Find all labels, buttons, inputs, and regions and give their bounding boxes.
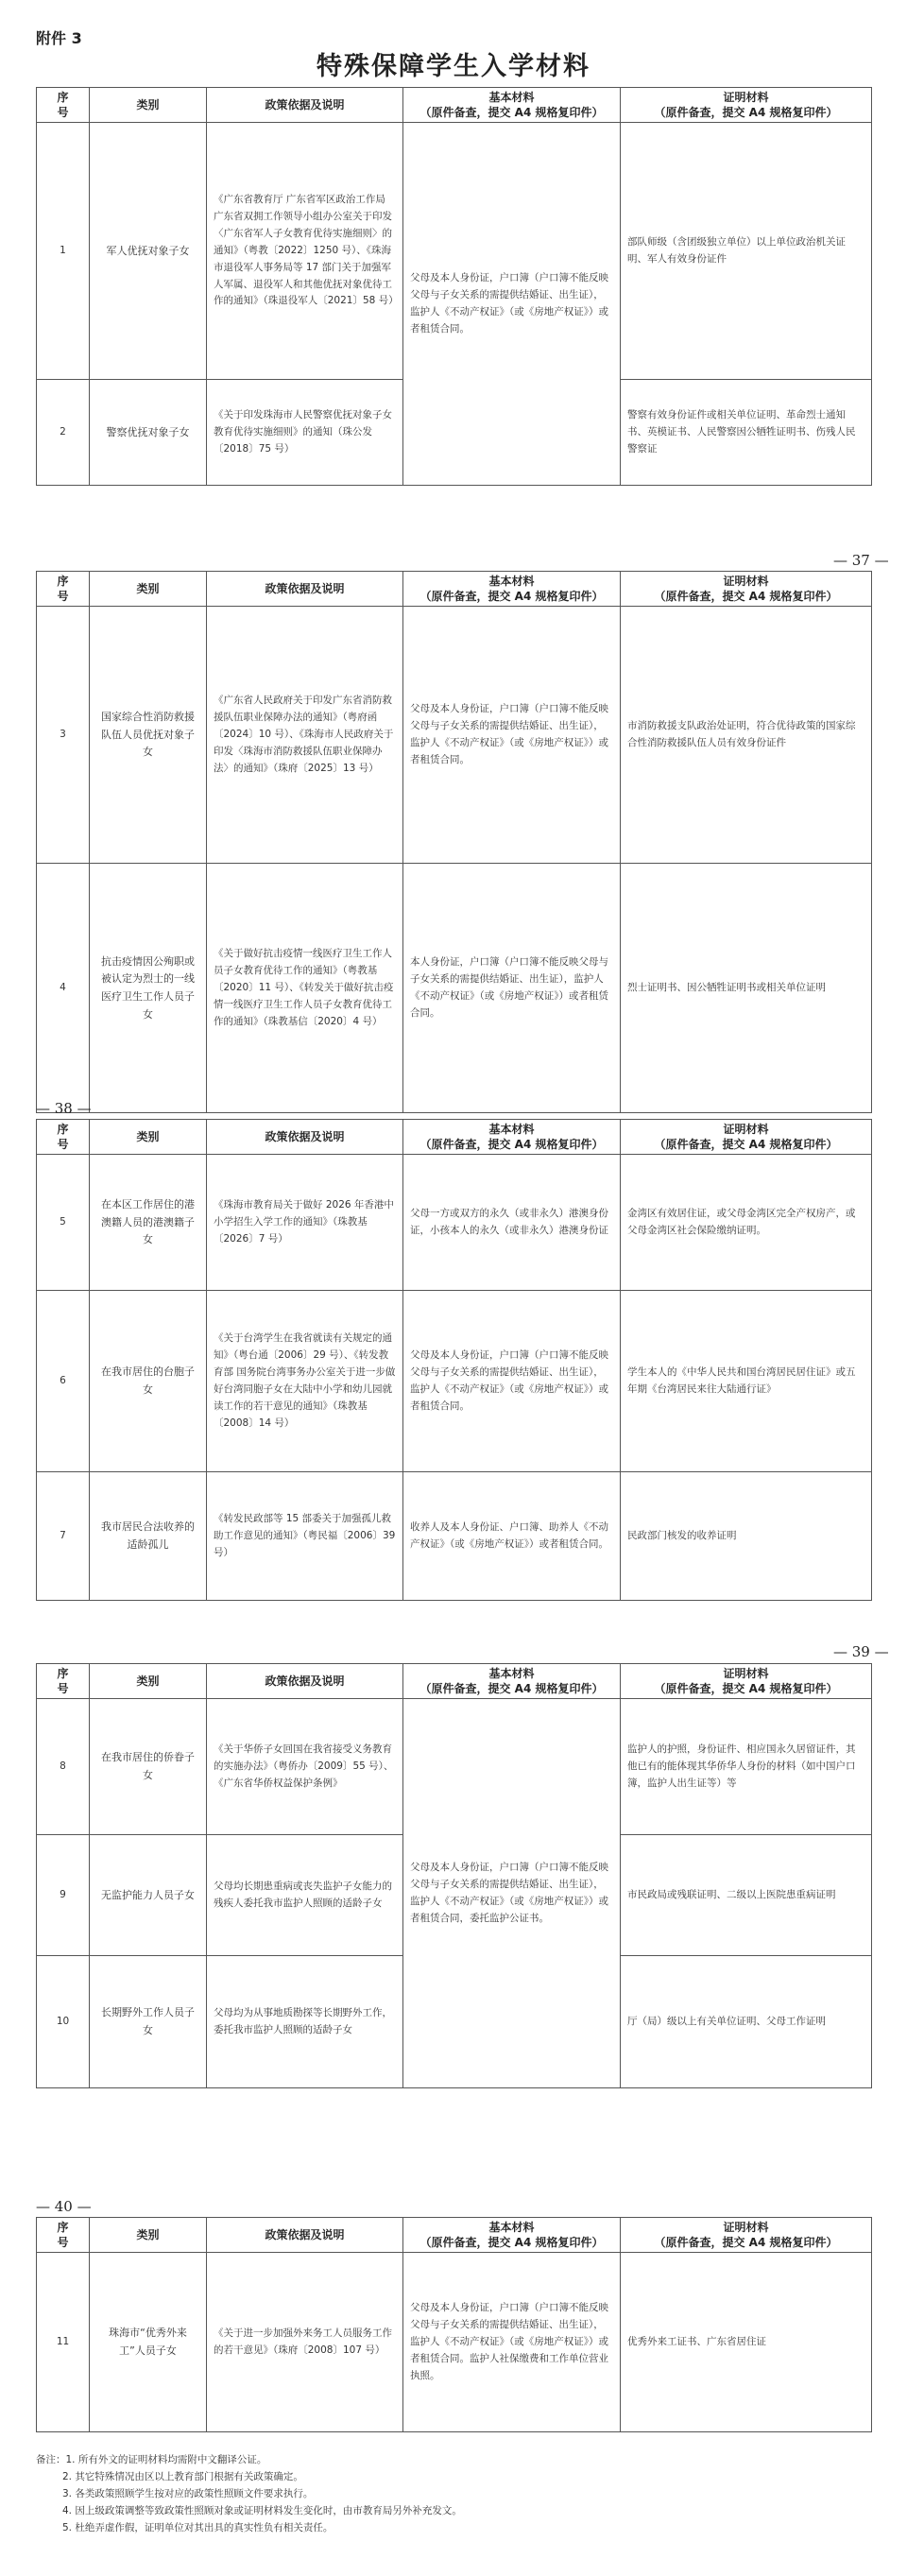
row-category: 珠海市“优秀外来工”人员子女: [90, 2253, 207, 2432]
col-header-no-line: 号: [57, 590, 69, 604]
row-category: 抗击疫情因公殉职或被认定为烈士的一线医疗卫生工作人员子女: [90, 864, 207, 1113]
col-header-category: 类别: [90, 2218, 207, 2253]
col-header-no-line: 序: [57, 2221, 69, 2234]
col-header-basic-title: 基本材料: [488, 2221, 535, 2234]
table-row: [37, 1699, 872, 1835]
col-header-proof-note: （原件备查，提交 A4 规格复印件）: [654, 2236, 838, 2250]
row-category: 在本区工作居住的港澳籍人员的港澳籍子女: [90, 1155, 207, 1291]
col-header-basic-title: 基本材料: [488, 1123, 535, 1136]
col-header-proof-note: （原件备查，提交 A4 规格复印件）: [654, 590, 838, 604]
row-number: 10: [37, 1956, 90, 2088]
header-row: [37, 1120, 872, 1155]
row-policy: 《转发民政部等 15 部委关于加强孤儿救助工作意见的通知》（粤民福〔2006〕39 号）: [207, 1472, 403, 1601]
row-basic-materials: 父母及本人身份证，户口簿（户口簿不能反映父母与子女关系的需提供结婚证、出生证），监护人《不动产权证》（或《房地产权证》）或者租赁合同。监护人社保缴费和工作单位营业执照。: [403, 2253, 621, 2432]
col-header-no-line: 号: [57, 1138, 69, 1152]
col-header-proof: [621, 572, 872, 607]
col-header-category: 类别: [90, 1664, 207, 1699]
row-basic-materials: 收养人及本人身份证、户口簿、助养人《不动产权证》（或《房地产权证》）或者租赁合同。: [403, 1472, 621, 1601]
materials-table: [36, 571, 872, 1113]
row-policy: 父母均为从事地质勘探等长期野外工作，委托我市监护人照顾的适龄子女: [207, 1956, 403, 2088]
note-line: 5. 杜绝弄虚作假，证明单位对其出具的真实性负有相关责任。: [62, 2522, 334, 2534]
row-policy: 《关于华侨子女回国在我省接受义务教育的实施办法》（粤侨办〔2009〕55 号）、《广东省华侨权益保护条例》: [207, 1699, 403, 1835]
row-category: 我市居民合法收养的适龄孤儿: [90, 1472, 207, 1601]
row-number: 7: [37, 1472, 90, 1601]
col-header-proof-note: （原件备查，提交 A4 规格复印件）: [654, 1682, 838, 1696]
row-proof-materials: 厅（局）级以上有关单位证明、父母工作证明: [621, 1956, 872, 2088]
col-header-proof-title: 证明材料: [723, 575, 769, 588]
col-header-policy: 政策依据及说明: [207, 572, 403, 607]
row-basic-materials: 父母一方或双方的永久（或非永久）港澳身份证，小孩本人的永久（或非永久）港澳身份证: [403, 1155, 621, 1291]
row-proof-materials: 部队师级（含团级独立单位）以上单位政治机关证明、军人有效身份证件: [621, 123, 872, 380]
row-proof-materials: 金湾区有效居住证，或父母金湾区完全产权房产，或父母金湾区社会保险缴纳证明。: [621, 1155, 872, 1291]
col-header-basic-note: （原件备查，提交 A4 规格复印件）: [419, 1138, 604, 1152]
col-header-no: [37, 2218, 90, 2253]
col-header-policy: 政策依据及说明: [207, 1664, 403, 1699]
notes-block: [36, 2451, 871, 2536]
row-policy: 《关于做好抗击疫情一线医疗卫生工作人员子女教育优待工作的通知》（粤教基〔2020〕11 号）、《转发关于做好抗击疫情一线医疗卫生工作人员子女教育优待工作的通知》（珠教基信〔2020〕4 号）: [207, 864, 403, 1113]
table-row: [37, 607, 872, 864]
col-header-basic-title: 基本材料: [488, 91, 535, 104]
page-number: — 38 —: [36, 1100, 92, 1117]
row-category: 长期野外工作人员子女: [90, 1956, 207, 2088]
row-policy: 《珠海市教育局关于做好 2026 年香港中小学招生入学工作的通知》（珠教基〔2026〕7 号）: [207, 1155, 403, 1291]
col-header-proof-title: 证明材料: [723, 91, 769, 104]
row-number: 6: [37, 1291, 90, 1472]
row-number: 8: [37, 1699, 90, 1835]
materials-table: [36, 1119, 872, 1601]
col-header-basic-note: （原件备查，提交 A4 规格复印件）: [419, 590, 604, 604]
row-category: 国家综合性消防救援队伍人员优抚对象子女: [90, 607, 207, 864]
row-number: 3: [37, 607, 90, 864]
col-header-proof-title: 证明材料: [723, 2221, 769, 2234]
col-header-proof: [621, 1664, 872, 1699]
col-header-basic: [403, 2218, 621, 2253]
row-policy: 《关于印发珠海市人民警察优抚对象子女教育优待实施细则》的通知（珠公发〔2018〕75 号）: [207, 380, 403, 486]
materials-table: [36, 2217, 872, 2432]
row-basic-materials: 父母及本人身份证，户口簿（户口簿不能反映父母与子女关系的需提供结婚证、出生证），监护人《不动产权证》（或《房地产权证》）或者租赁合同。: [403, 607, 621, 864]
col-header-proof: [621, 2218, 872, 2253]
header-row: [37, 2218, 872, 2253]
col-header-basic: [403, 1664, 621, 1699]
col-header-category: 类别: [90, 1120, 207, 1155]
row-category: 在我市居住的侨眷子女: [90, 1699, 207, 1835]
row-proof-materials: 学生本人的《中华人民共和国台湾居民居住证》或五年期《台湾居民来往大陆通行证》: [621, 1291, 872, 1472]
table-row: [37, 2253, 872, 2432]
page-number: — 37 —: [833, 552, 889, 569]
table-row: [37, 1472, 872, 1601]
col-header-proof-note: （原件备查，提交 A4 规格复印件）: [654, 1138, 838, 1152]
page-number: — 40 —: [36, 2198, 92, 2215]
row-basic-materials: 父母及本人身份证，户口簿（户口簿不能反映父母与子女关系的需提供结婚证、出生证），监护人《不动产权证》（或《房地产权证》）或者租赁合同。: [403, 1291, 621, 1472]
col-header-no-line: 号: [57, 2236, 69, 2250]
col-header-no-line: 序: [57, 1123, 69, 1136]
row-category: 在我市居住的台胞子女: [90, 1291, 207, 1472]
col-header-basic: [403, 1120, 621, 1155]
row-policy: 《关于进一步加强外来务工人员服务工作的若干意见》（珠府〔2008〕107 号）: [207, 2253, 403, 2432]
header-row: [37, 1664, 872, 1699]
page-number: — 39 —: [833, 1643, 889, 1660]
row-proof-materials: 警察有效身份证件或相关单位证明、革命烈士通知书、英模证书、人民警察因公牺牲证明书、伤残人民警察证: [621, 380, 872, 486]
col-header-proof-note: （原件备查，提交 A4 规格复印件）: [654, 106, 838, 120]
row-policy: 父母均长期患重病或丧失监护子女能力的残疾人委托我市监护人照顾的适龄子女: [207, 1835, 403, 1956]
row-category: 警察优抚对象子女: [90, 380, 207, 486]
note-line: 4. 因上级政策调整等致政策性照顾对象或证明材料发生变化时，由市教育局另外补充发文。: [62, 2505, 462, 2517]
header-row: [37, 88, 872, 123]
col-header-no: [37, 1120, 90, 1155]
note-line: 3. 各类政策照顾学生按对应的政策性照顾文件要求执行。: [62, 2488, 314, 2500]
col-header-policy: 政策依据及说明: [207, 88, 403, 123]
materials-table: [36, 1663, 872, 2088]
table-row: [37, 864, 872, 1113]
page-title: 特殊保障学生入学材料: [317, 52, 590, 81]
col-header-no-line: 序: [57, 575, 69, 588]
col-header-no: [37, 572, 90, 607]
col-header-basic: [403, 88, 621, 123]
row-basic-materials: 父母及本人身份证，户口簿（户口簿不能反映父母与子女关系的需提供结婚证、出生证），监护人《不动产权证》（或《房地产权证》）或者租赁合同。: [403, 123, 621, 486]
row-policy: 《广东省人民政府关于印发广东省消防救援队伍职业保障办法的通知》（粤府函〔2024〕10 号）、《珠海市人民政府关于印发〈珠海市消防救援队伍职业保障办法〉的通知》（珠府〔2025〕13 号）: [207, 607, 403, 864]
col-header-category: 类别: [90, 88, 207, 123]
col-header-basic-note: （原件备查，提交 A4 规格复印件）: [419, 106, 604, 120]
row-proof-materials: 市消防救援支队政治处证明，符合优待政策的国家综合性消防救援队伍人员有效身份证件: [621, 607, 872, 864]
row-proof-materials: 监护人的护照，身份证件、相应国永久居留证件，其他已有的能体现其华侨华人身份的材料（如中国户口簿，监护人出生证等）等: [621, 1699, 872, 1835]
row-category: 无监护能力人员子女: [90, 1835, 207, 1956]
row-number: 11: [37, 2253, 90, 2432]
col-header-basic-title: 基本材料: [488, 575, 535, 588]
col-header-policy: 政策依据及说明: [207, 2218, 403, 2253]
col-header-no: [37, 88, 90, 123]
col-header-no-line: 号: [57, 106, 69, 120]
row-basic-materials: 父母及本人身份证，户口簿（户口簿不能反映父母与子女关系的需提供结婚证、出生证），监护人《不动产权证》（或《房地产权证》）或者租赁合同，委托监护公证书。: [403, 1699, 621, 2088]
table-row: [37, 123, 872, 380]
col-header-basic: [403, 572, 621, 607]
row-number: 5: [37, 1155, 90, 1291]
materials-table: [36, 87, 872, 486]
col-header-proof-title: 证明材料: [723, 1123, 769, 1136]
header-row: [37, 572, 872, 607]
col-header-no-line: 序: [57, 1667, 69, 1680]
col-header-proof: [621, 88, 872, 123]
note-line: 备注：1. 所有外文的证明材料均需附中文翻译公证。: [36, 2454, 267, 2465]
row-category: 军人优抚对象子女: [90, 123, 207, 380]
col-header-proof-title: 证明材料: [723, 1667, 769, 1680]
row-proof-materials: 民政部门核发的收养证明: [621, 1472, 872, 1601]
row-number: 1: [37, 123, 90, 380]
row-number: 2: [37, 380, 90, 486]
note-line: 2. 其它特殊情况由区以上教育部门根据有关政策确定。: [62, 2471, 303, 2483]
col-header-basic-note: （原件备查，提交 A4 规格复印件）: [419, 2236, 604, 2250]
row-proof-materials: 市民政局或残联证明、二级以上医院患重病证明: [621, 1835, 872, 1956]
col-header-proof: [621, 1120, 872, 1155]
col-header-category: 类别: [90, 572, 207, 607]
table-row: [37, 1155, 872, 1291]
col-header-no: [37, 1664, 90, 1699]
col-header-policy: 政策依据及说明: [207, 1120, 403, 1155]
col-header-no-line: 号: [57, 1682, 69, 1696]
table-row: [37, 1291, 872, 1472]
row-number: 9: [37, 1835, 90, 1956]
row-policy: 《关于台湾学生在我省就读有关规定的通知》（粤台通〔2006〕29 号）、《转发教育部 国务院台湾事务办公室关于进一步做好台湾同胞子女在大陆中小学和幼儿园就读工作的若干意见的通知》（珠教基〔2008〕14 号）: [207, 1291, 403, 1472]
row-proof-materials: 优秀外来工证书、广东省居住证: [621, 2253, 872, 2432]
col-header-no-line: 序: [57, 91, 69, 104]
row-basic-materials: 本人身份证，户口簿（户口簿不能反映父母与子女关系的需提供结婚证、出生证），监护人《不动产权证》（或《房地产权证》）或者租赁合同。: [403, 864, 621, 1113]
row-number: 4: [37, 864, 90, 1113]
row-proof-materials: 烈士证明书、因公牺牲证明书或相关单位证明: [621, 864, 872, 1113]
row-policy: 《广东省教育厅 广东省军区政治工作局 广东省双拥工作领导小组办公室关于印发〈广东省军人子女教育优待实施细则〉的通知》（粤教〔2022〕1250 号）、《珠海市退役军人事务局等 17 部门关于加强军人军属、退役军人和其他优抚对象优待工作的通知》（珠退役军人〔2021〕58 号）: [207, 123, 403, 380]
col-header-basic-note: （原件备查，提交 A4 规格复印件）: [419, 1682, 604, 1696]
col-header-basic-title: 基本材料: [488, 1667, 535, 1680]
annex-label: 附件 3: [36, 29, 82, 47]
